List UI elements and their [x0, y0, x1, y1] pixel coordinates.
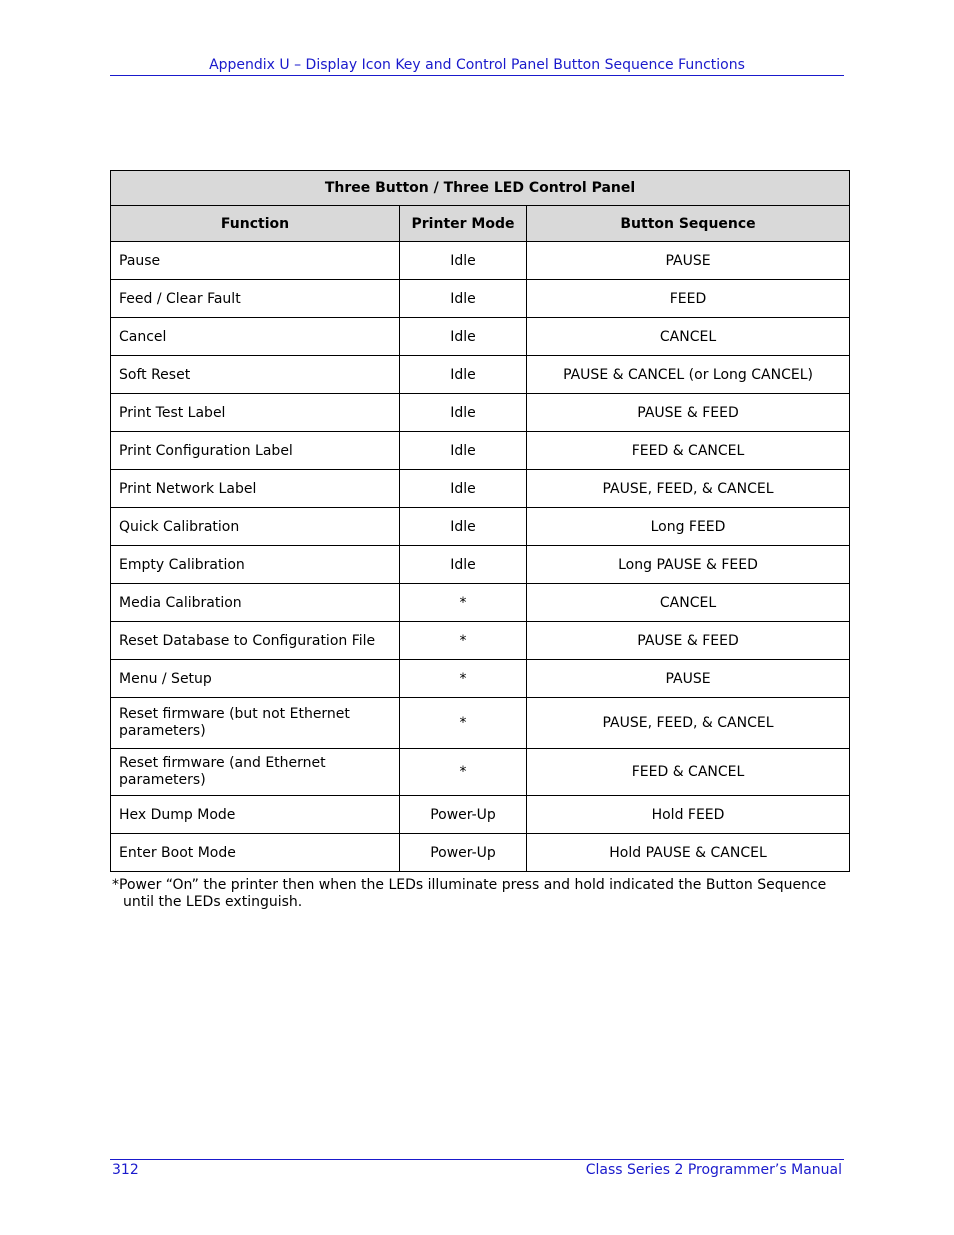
function-cell: Reset firmware (and Ethernet parameters): [111, 749, 400, 796]
function-cell: Print Configuration Label: [111, 432, 400, 470]
mode-cell: *: [400, 584, 527, 622]
table-row: [111, 280, 850, 318]
function-cell: Feed / Clear Fault: [111, 280, 400, 318]
table-row: [111, 242, 850, 280]
function-cell: Empty Calibration: [111, 546, 400, 584]
function-cell: Media Calibration: [111, 584, 400, 622]
header-text: Appendix U – Display Icon Key and Control Panel Button Sequence Functions: [209, 57, 745, 73]
function-cell: Menu / Setup: [111, 660, 400, 698]
mode-cell: Idle: [400, 280, 527, 318]
table-row: [111, 834, 850, 872]
page-number: 312: [112, 1162, 139, 1178]
sequence-cell: CANCEL: [527, 318, 850, 356]
control-panel-table: [110, 170, 850, 872]
table-row: [111, 698, 850, 749]
sequence-cell: PAUSE, FEED, & CANCEL: [527, 470, 850, 508]
mode-cell: Idle: [400, 242, 527, 280]
page-header: [110, 56, 844, 76]
table-row: [111, 546, 850, 584]
table-row: [111, 356, 850, 394]
table-row: [111, 318, 850, 356]
mode-cell: *: [400, 749, 527, 796]
table-row: [111, 749, 850, 796]
function-cell: Reset firmware (but not Ethernet parameters): [111, 698, 400, 749]
function-cell: Print Test Label: [111, 394, 400, 432]
mode-cell: Idle: [400, 546, 527, 584]
sequence-cell: FEED & CANCEL: [527, 749, 850, 796]
column-header-button-sequence: Button Sequence: [527, 206, 850, 242]
sequence-cell: CANCEL: [527, 584, 850, 622]
mode-cell: Power-Up: [400, 834, 527, 872]
table-footnote: [112, 877, 842, 911]
table-row: [111, 796, 850, 834]
mode-cell: Idle: [400, 318, 527, 356]
table-title-row: [111, 171, 850, 206]
mode-cell: Idle: [400, 394, 527, 432]
function-cell: Reset Database to Configuration File: [111, 622, 400, 660]
column-header-function: Function: [111, 206, 400, 242]
function-cell: Hex Dump Mode: [111, 796, 400, 834]
table-row: [111, 660, 850, 698]
sequence-cell: Long FEED: [527, 508, 850, 546]
sequence-cell: PAUSE, FEED, & CANCEL: [527, 698, 850, 749]
sequence-cell: PAUSE: [527, 242, 850, 280]
mode-cell: Idle: [400, 470, 527, 508]
sequence-cell: Hold FEED: [527, 796, 850, 834]
footnote-line-1: *Power “On” the printer then when the LEDs illuminate press and hold indicated the Button Sequence: [112, 877, 827, 893]
sequence-cell: Hold PAUSE & CANCEL: [527, 834, 850, 872]
function-cell: Enter Boot Mode: [111, 834, 400, 872]
table-row: [111, 432, 850, 470]
footnote-line-2: until the LEDs extinguish.: [123, 894, 303, 910]
mode-cell: *: [400, 698, 527, 749]
sequence-cell: PAUSE & FEED: [527, 622, 850, 660]
page-footer: [110, 1159, 844, 1184]
function-cell: Quick Calibration: [111, 508, 400, 546]
table-row: [111, 394, 850, 432]
sequence-cell: FEED & CANCEL: [527, 432, 850, 470]
function-cell: Print Network Label: [111, 470, 400, 508]
table-title: Three Button / Three LED Control Panel: [111, 171, 850, 206]
sequence-cell: Long PAUSE & FEED: [527, 546, 850, 584]
column-header-printer-mode: Printer Mode: [400, 206, 527, 242]
mode-cell: *: [400, 622, 527, 660]
mode-cell: Power-Up: [400, 796, 527, 834]
manual-title: Class Series 2 Programmer’s Manual: [585, 1162, 842, 1178]
mode-cell: Idle: [400, 356, 527, 394]
mode-cell: Idle: [400, 432, 527, 470]
mode-cell: *: [400, 660, 527, 698]
table-header-row: [111, 206, 850, 242]
table-row: [111, 470, 850, 508]
function-cell: Soft Reset: [111, 356, 400, 394]
sequence-cell: FEED: [527, 280, 850, 318]
table-row: [111, 584, 850, 622]
function-cell: Pause: [111, 242, 400, 280]
sequence-cell: PAUSE & FEED: [527, 394, 850, 432]
function-cell: Cancel: [111, 318, 400, 356]
sequence-cell: PAUSE: [527, 660, 850, 698]
table-row: [111, 508, 850, 546]
sequence-cell: PAUSE & CANCEL (or Long CANCEL): [527, 356, 850, 394]
table-row: [111, 622, 850, 660]
mode-cell: Idle: [400, 508, 527, 546]
